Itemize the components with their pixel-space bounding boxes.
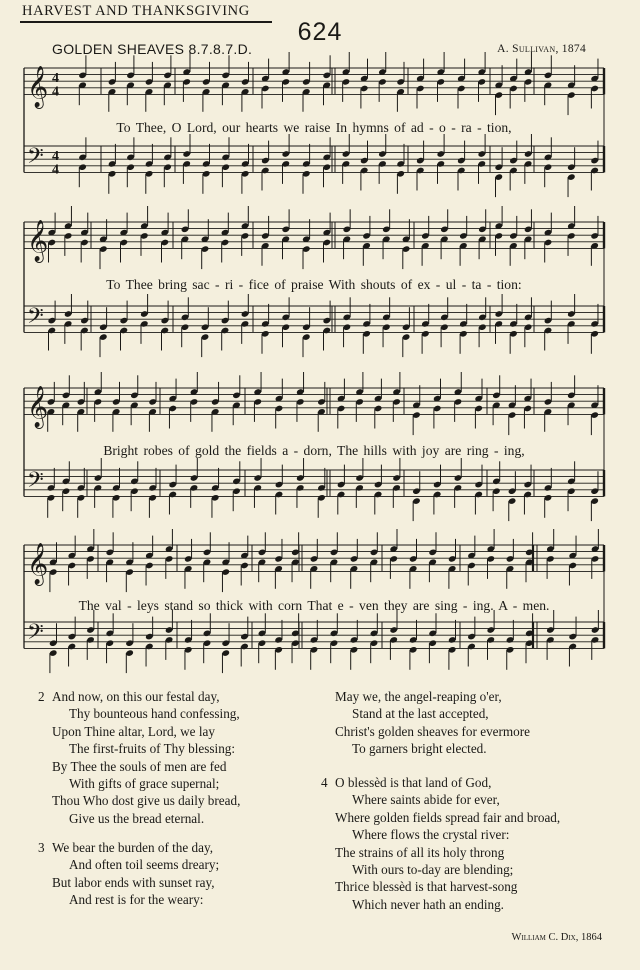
treble-clef-icon: 𝄞 bbox=[27, 386, 49, 428]
lyric-text: To Thee, O Lord, our hearts we raise In hymns of ad - o - ra - tion, bbox=[116, 120, 512, 135]
verse-line: To garners bright elected. bbox=[352, 741, 487, 757]
verse-line: And often toil seems dreary; bbox=[69, 857, 220, 873]
verse-line: By Thee the souls of men are fed bbox=[52, 758, 227, 774]
verse-line: The strains of all its holy throng bbox=[335, 844, 505, 860]
verse-line: And rest is for the weary: bbox=[69, 892, 204, 908]
verse-line: Which never hath an ending. bbox=[352, 896, 504, 912]
hymn-number: 624 bbox=[297, 18, 343, 46]
verse-4 bbox=[321, 774, 560, 913]
lyric-text: Bright robes of gold the fields a - dorn, The hills with joy are ring - ing, bbox=[103, 443, 525, 458]
lyric-line-3 bbox=[24, 443, 604, 459]
bass-clef-icon: 𝄢 bbox=[27, 143, 44, 174]
verse-line: With ours to-day are blending; bbox=[352, 862, 514, 878]
bass-clef-icon: 𝄢 bbox=[27, 303, 44, 334]
verse-text: And now, on this our festal day, bbox=[52, 689, 220, 704]
verse-line: Stand at the last accepted, bbox=[352, 706, 489, 722]
verse-line: Where golden fields spread fair and broad, bbox=[335, 809, 561, 825]
section-heading: HARVEST AND THANKSGIVING bbox=[22, 3, 250, 19]
lyric-text: The val - leys stand so thick with corn That e - ven they are sing - ing. A - men. bbox=[78, 598, 550, 613]
treble-clef-icon: 𝄞 bbox=[27, 220, 49, 262]
treble-clef-icon: 𝄞 bbox=[27, 66, 49, 108]
verse-text: We bear the burden of the day, bbox=[52, 840, 214, 855]
lyric-line-2 bbox=[24, 277, 604, 293]
lyric-text: To Thee bring sac - ri - fice of praise With shouts of ex - ul - ta - tion: bbox=[106, 277, 522, 292]
treble-clef-icon: 𝄞 bbox=[27, 543, 49, 585]
composer-credit: A. Sullivan, 1874 bbox=[497, 43, 586, 55]
time-signature-denominator: 4 bbox=[52, 162, 59, 178]
verse-3-cont bbox=[335, 688, 530, 758]
author-credit: William C. Dix, 1864 bbox=[511, 932, 602, 943]
verse-number: 3 bbox=[38, 840, 45, 855]
verse-line: Where saints abide for ever, bbox=[352, 792, 500, 808]
time-signature-numerator: 4 bbox=[52, 149, 59, 165]
verse-number: 4 bbox=[321, 775, 328, 790]
tune-name: GOLDEN SHEAVES 8.7.8.7.D. bbox=[52, 41, 253, 57]
bass-clef-icon: 𝄢 bbox=[27, 467, 44, 498]
verse-line bbox=[321, 774, 560, 791]
bass-clef-icon: 𝄢 bbox=[27, 619, 44, 650]
verse-line: Upon Thine altar, Lord, we lay bbox=[52, 723, 215, 739]
verse-line: Thou Who dost give us daily bread, bbox=[52, 793, 241, 809]
verse-line: May we, the angel-reaping o'er, bbox=[335, 689, 502, 704]
verse-line: Give us the bread eternal. bbox=[69, 810, 205, 826]
verse-number: 2 bbox=[38, 689, 45, 704]
verse-3 bbox=[38, 839, 219, 909]
verse-2 bbox=[38, 688, 240, 827]
verse-line bbox=[38, 839, 219, 856]
verse-line: Thrice blessèd is that harvest-song bbox=[335, 879, 518, 895]
time-signature-denominator: 4 bbox=[52, 84, 59, 100]
verse-line: Where flows the crystal river: bbox=[352, 827, 510, 843]
verse-text: O blessèd is that land of God, bbox=[335, 775, 492, 790]
lyric-line-1 bbox=[24, 120, 604, 136]
time-signature-numerator: 4 bbox=[52, 71, 59, 87]
verse-line: Thy bounteous hand confessing, bbox=[69, 706, 240, 722]
verse-line: The first-fruits of Thy blessing: bbox=[69, 741, 236, 757]
verse-line: But labor ends with sunset ray, bbox=[52, 874, 215, 890]
verse-line bbox=[38, 688, 240, 705]
verse-line: Christ's golden sheaves for evermore bbox=[335, 723, 531, 739]
verse-line: With gifts of grace supernal; bbox=[69, 776, 220, 792]
lyric-line-4 bbox=[24, 598, 604, 614]
